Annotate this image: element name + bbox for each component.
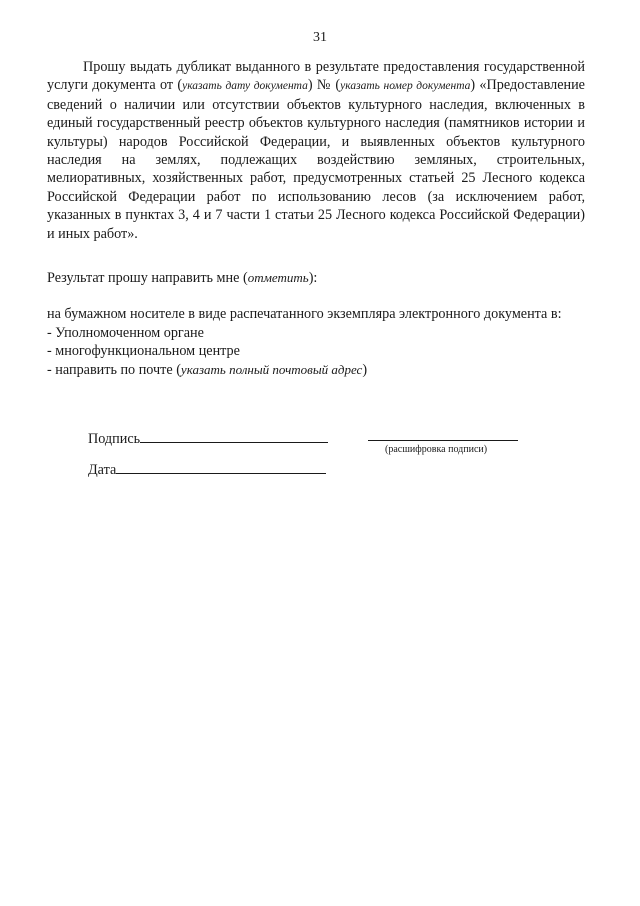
option-post-end: ) (362, 361, 368, 378)
option-authority: - Уполномоченном органе (47, 324, 204, 341)
date-hint: указать дату документа (182, 80, 308, 93)
request-lead: Прошу выдать дубликат выданного в результате предоставления государственной услуги документа от ( (47, 59, 585, 94)
decode-caption: (расшифровка подписи) (385, 444, 488, 455)
page-number: 31 (313, 30, 327, 45)
number-hint: указать номер документа (340, 80, 471, 93)
delivery-options (47, 305, 585, 379)
option-post (47, 361, 585, 380)
request-paragraph (47, 58, 585, 243)
result-label-start: Результат прошу направить мне ( (47, 270, 248, 286)
result-label (47, 270, 317, 287)
request-mid: ) № ( (307, 77, 341, 94)
result-label-hint: отметить (247, 270, 309, 285)
option-paper: на бумажном носителе в виде распечатанного экземпляра электронного документа в: (47, 306, 562, 322)
option-post-start: - направить по почте ( (47, 361, 181, 378)
date-label: Дата (88, 462, 117, 478)
result-label-end: ): (308, 270, 318, 286)
request-rest: ) «Предоставление сведений о наличии или отсутствии объектов культурного наследия, включенных в единый государственный реестр объектов культурного наследия (памятников истории и культуры) народов Российской Федерации, и выявленных объектов культурного наследия на землях, подлежащих воздействию земляных, строительных, мелиоративных, хозяйственных работ, предусмотренных статьей 25 Лесного кодекса Российской Федерации работ по использованию лесов (за исключением работ, указанных в пунктах 3, 4 и 7 части 1 статьи 25 Лесного кодекса Российской Федерации) и иных работ». (47, 77, 585, 242)
signature-line (140, 428, 328, 443)
decode-line (368, 440, 518, 441)
date-row (88, 459, 326, 479)
option-post-hint: указать полный почтовый адрес (180, 361, 363, 377)
signature-label: Подпись (88, 431, 141, 447)
option-mfc: - многофункциональном центре (47, 343, 240, 360)
signature-row (88, 428, 328, 448)
date-line (116, 459, 326, 474)
